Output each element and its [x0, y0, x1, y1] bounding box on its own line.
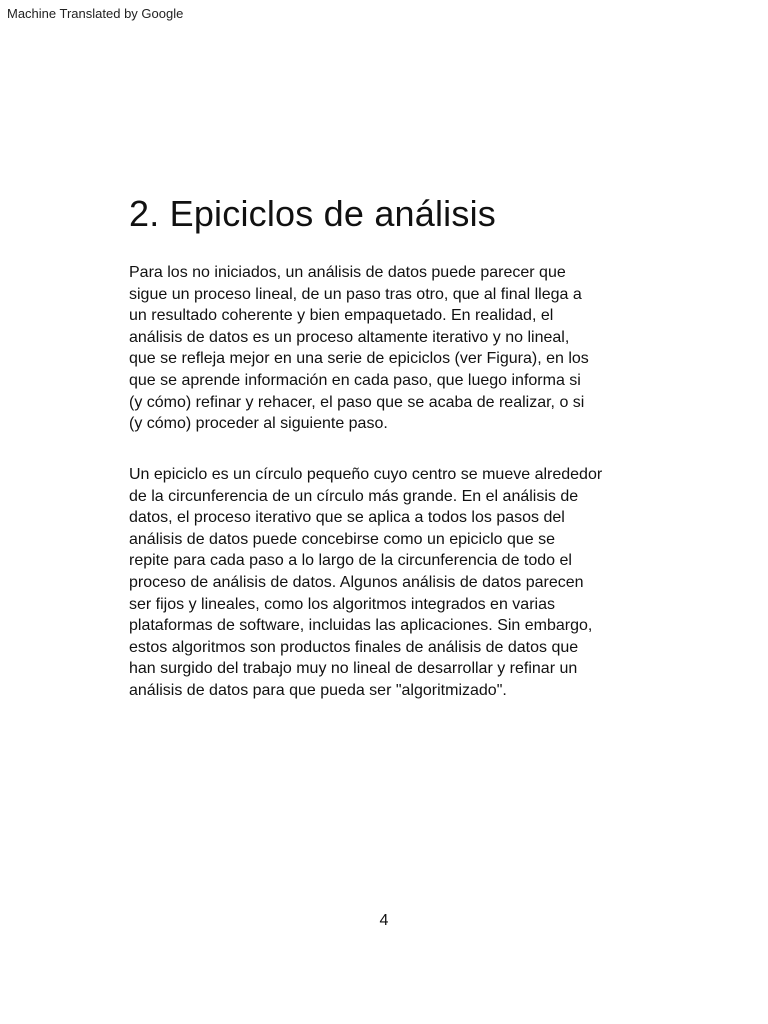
- chapter-title: 2. Epiciclos de análisis: [129, 193, 496, 234]
- body-paragraph: Un epiciclo es un círculo pequeño cuyo centro se mueve alrededor de la circunferencia de un círculo más grande. En el análisis de datos, el proceso iterativo que se aplica a todos los pasos del análisis de datos puede concebirse como un epiciclo que se repite para cada paso a lo largo de la circunferencia de todo el proceso de análisis de datos. Algunos análisis de datos parecen ser fijos y lineales, como los algoritmos integrados en varias plataformas de software, incluidas las aplicaciones. Sin embargo, estos algoritmos son productos finales de análisis de datos que han surgido del trabajo muy no lineal de desarrollar y refinar un análisis de datos para que pueda ser "algoritmizado".: [129, 466, 603, 699]
- body-paragraph: Para los no iniciados, un análisis de datos puede parecer que sigue un proceso lineal, de un paso tras otro, que al final llega a un resultado coherente y bien empaquetado. En realidad, el análisis de datos es un proceso altamente iterativo y no lineal, que se refleja mejor en una serie de epiciclos (ver Figura), en los que se aprende información en cada paso, que luego informa si (y cómo) refinar y rehacer, el paso que se acaba de realizar, o si (y cómo) proceder al siguiente paso.: [129, 264, 589, 433]
- translation-banner: Machine Translated by Google: [7, 6, 184, 21]
- page-number: 4: [379, 912, 389, 929]
